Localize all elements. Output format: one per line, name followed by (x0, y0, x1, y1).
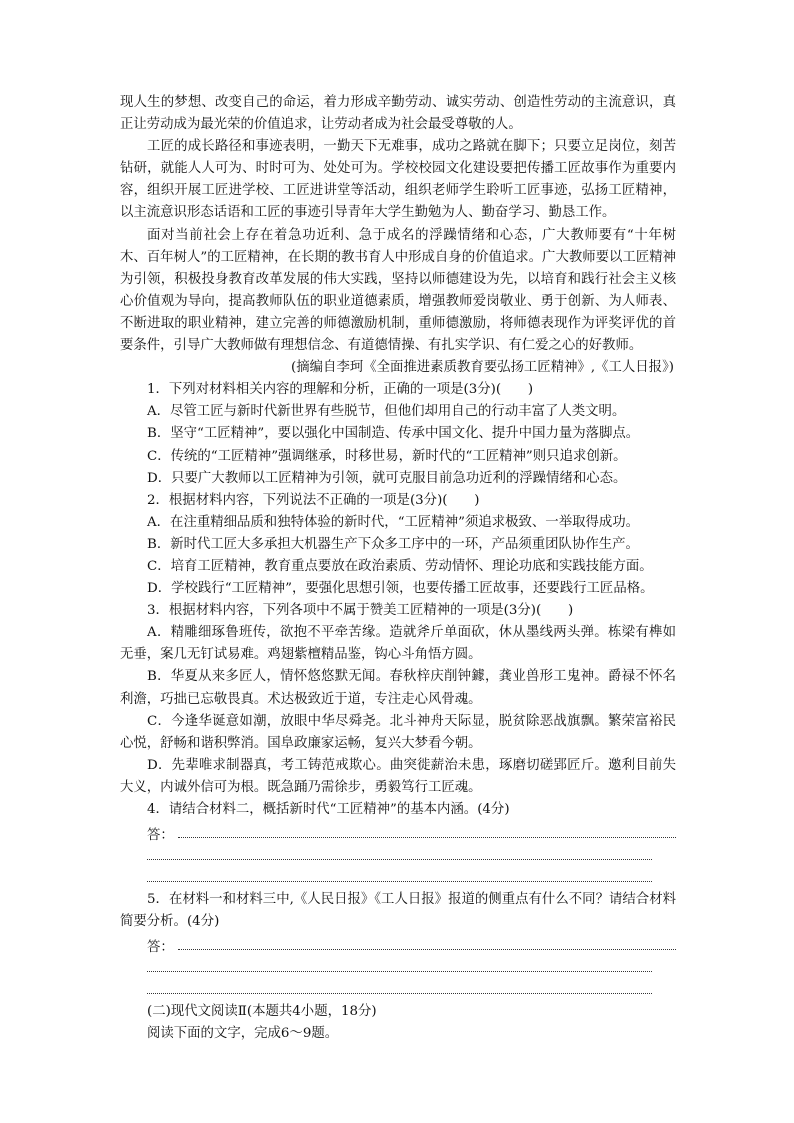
question-3-option-b: B．华夏从来多匠人，情怀悠悠默无闻。春秋梓庆削钟鐻，龚业兽形工鬼神。爵禄不怀名利澹，巧拙已忘敬畏真。术达极致近于道，专注走心风骨魂。 (120, 669, 676, 707)
question-1-option-c: C．传统的“工匠精神”强调继承，时移世易，新时代的“工匠精神”则只追求创新。 (147, 448, 627, 464)
question-2-stem: 2．根据材料内容，下列说法不正确的一项是(3分)( ) (147, 492, 480, 508)
question-1-stem: 1．下列对材料相关内容的理解和分析，正确的一项是(3分)( ) (147, 382, 534, 398)
question-2-option-d: D．学校践行“工匠精神”，要强化思想引领，也要传播工匠故事，还要践行工匠品格。 (147, 581, 654, 597)
question-1-option-a: A．尽管工匠与新时代新世界有些脱节，但他们却用自己的行动丰富了人类文明。 (147, 404, 626, 420)
answer-line[interactable] (120, 977, 676, 999)
answer-label: 答： (147, 828, 174, 844)
question-2-option-c: C．培育工匠精神，教育重点要放在政治素质、劳动情怀、理论功底和实践技能方面。 (147, 558, 653, 574)
answer-label: 答： (147, 940, 174, 956)
question-2-option-b: B．新时代工匠大多承担大机器生产下众多工序中的一环，产品须重团队协作生产。 (147, 536, 639, 552)
source-citation: (摘编自李珂《全面推进素质教育要弘扬工匠精神》,《工人日报》) (291, 360, 674, 376)
section-heading: (二)现代文阅读Ⅱ(本题共4小题，18分) (147, 1004, 377, 1020)
question-3-option-d: D．先辈唯求制器真，考工铸范戒欺心。曲突徙薪治未患，琢磨切磋郢匠斤。邀利目前失大义，内诚外信可为根。既急踊乃需徐步，勇毅笃行工匠魂。 (120, 757, 676, 795)
paragraph-2: 工匠的成长路径和事迹表明，一勤天下无难事，成功之路就在脚下；只要立足岗位，刻苦钻研，就能人人可为、时时可为、处处可为。学校校园文化建设要把传播工匠故事作为重要内容，组织开展工匠进学校、工匠进讲堂等活动，组织老师学生聆听工匠事迹，弘扬工匠精神，以主流意识形态话语和工匠的事迹引导青年大学生勤勉为人、勤奋学习、勤恳工作。 (120, 139, 676, 221)
answer-line[interactable] (120, 843, 676, 865)
answer-line[interactable] (120, 865, 676, 887)
paragraph-1: 现人生的梦想、改变自己的命运，着力形成辛勤劳动、诚实劳动、创造性劳动的主流意识，真正让劳动成为最光荣的价值追求，让劳动者成为社会最受尊敬的人。 (120, 95, 676, 133)
question-2-option-a: A．在注重精细品质和独特体验的新时代，“工匠精神”须追求极致、一举取得成功。 (147, 514, 640, 530)
question-4-answer-area[interactable] (120, 821, 676, 843)
question-5-stem: 5．在材料一和材料三中,《人民日报》《工人日报》报道的侧重点有什么不同？请结合材料简要分析。(4分) (120, 892, 676, 930)
section-instruction: 阅读下面的文字，完成6～9题。 (147, 1026, 339, 1042)
paragraph-3: 面对当前社会上存在着急功近利、急于成名的浮躁情绪和心态，广大教师要有“十年树木、百年树人”的工匠精神，在长期的教书育人中形成自身的价值追求。广大教师要以工匠精神为引领，积极投身教育改革发展的伟大实践，坚持以师德建设为先，以培育和践行社会主义核心价值观为导向，提高教师队伍的职业道德素质，增强教师爱岗敬业、勇于创新、为人师表、不断进取的职业精神，建立完善的师德激励机制，重师德激励，将师德表现作为评奖评优的首要条件，引导广大教师做有理想信念、有道德情操、有扎实学识、有仁爱之心的好教师。 (120, 227, 676, 354)
question-3-option-a: A．精雕细琢鲁班传，欲抱不平牵苦缘。造就斧斤单面砍，休从墨线两头弹。栋梁有榫如无垂，案几无钉试易难。鸡翅紫檀精品鉴，钩心斗角悟方圆。 (120, 625, 676, 663)
question-3-stem: 3．根据材料内容，下列各项中不属于赞美工匠精神的一项是(3分)( ) (147, 603, 574, 619)
exam-page (120, 92, 676, 1045)
question-1-option-b: B．坚守“工匠精神”，要以强化中国制造、传承中国文化、提升中国力量为落脚点。 (147, 426, 640, 442)
question-5-answer-area[interactable] (120, 933, 676, 955)
answer-line[interactable] (120, 955, 676, 977)
question-1-option-d: D．只要广大教师以工匠精神为引领，就可克服目前急功近利的浮躁情绪和心态。 (147, 470, 627, 486)
question-3-option-c: C．今逢华诞意如潮，放眼中华尽舜尧。北斗神舟天际显，脱贫除恶战旗飘。繁荣富裕民心悦，舒畅和谐积弊消。国阜政廉家运畅，复兴大梦看今朝。 (120, 713, 676, 751)
answer-line[interactable] (178, 836, 676, 838)
question-4-stem: 4．请结合材料二，概括新时代“工匠精神”的基本内涵。(4分) (147, 802, 510, 817)
answer-line[interactable] (178, 948, 676, 950)
